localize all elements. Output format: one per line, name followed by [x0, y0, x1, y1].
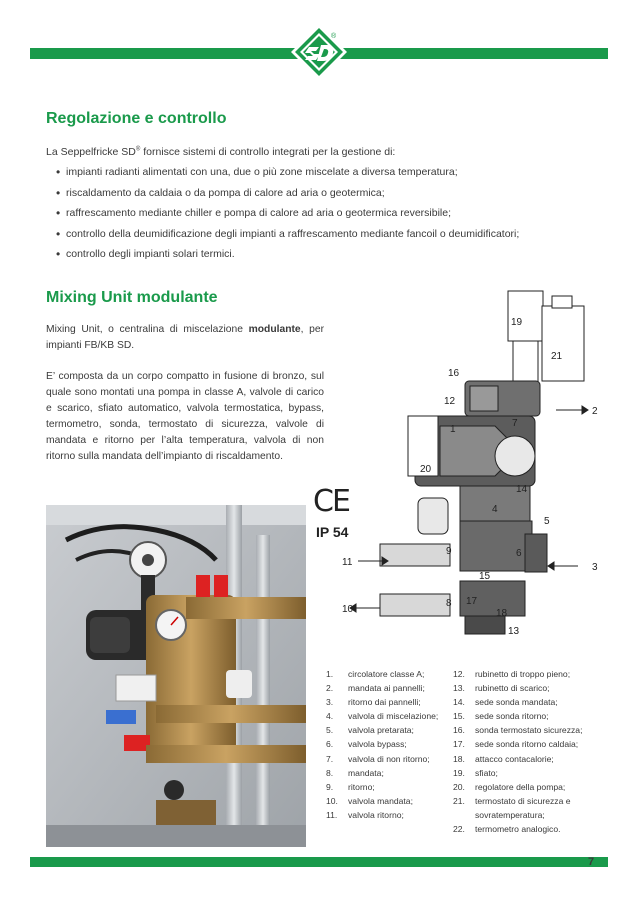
- diagram-thermometer-dial: [495, 436, 535, 476]
- legend-item: [453, 822, 582, 836]
- legend-text: mandata ai pannelli;: [348, 683, 425, 694]
- legend-item: [326, 737, 438, 751]
- legend-number: 6.: [326, 739, 334, 750]
- legend-number: 15.: [453, 711, 465, 722]
- legend-text: sfiato;: [475, 767, 498, 778]
- list-item: • riscaldamento da caldaia o da pompa di calore ad aria o geotermica;: [46, 183, 519, 204]
- legend-item: [326, 667, 438, 681]
- legend-text: termostato di sicurezza e sovratemperatura;: [475, 795, 571, 820]
- section-title-regolazione: Regolazione e controllo: [46, 110, 227, 127]
- legend-item: [326, 709, 438, 723]
- diagram-supply-valve: [380, 594, 450, 616]
- legend-text: rubinetto di troppo pieno;: [475, 669, 571, 679]
- diagram-return-valve: [380, 544, 450, 566]
- legend-item: [453, 723, 582, 737]
- legend-number: 11.: [326, 809, 338, 820]
- diagram-lower-body: [460, 521, 532, 571]
- mixing-unit-description: E’ composta da un corpo compatto in fusione di bronzo, sul quale sono montati una pompa in classe A, valvole di carico e scarico, sfiato automatico, valvola termostatica, bypass, termometro, sonda, termostato di sicurezza, valvole di mandata e ritorno per l’alta temperatura, valvola di non ritorno sulla mandata dell’impianto di riscaldamento.: [46, 371, 324, 462]
- diagram-label-10: 10: [342, 604, 354, 615]
- arrow-left-icon: [548, 562, 554, 570]
- legend-number: 21.: [453, 795, 465, 806]
- legend-number: 4.: [326, 711, 334, 722]
- arrow-right-icon: [582, 406, 588, 414]
- legend-text: circolatore classe A;: [348, 669, 425, 679]
- diagram-label-9: 9: [446, 546, 452, 557]
- diagram-label-6: 6: [516, 548, 522, 559]
- legend-number: 9.: [326, 781, 334, 792]
- p1-end: , per impianti FB/KB SD.: [46, 324, 325, 351]
- legend-number: 18.: [453, 753, 465, 764]
- diagram-thermostatic-head: [418, 498, 448, 534]
- legend-item: [453, 766, 582, 780]
- diagram-label-11: 11: [342, 557, 353, 568]
- legend-text: valvola di miscelazione;: [348, 711, 439, 722]
- diagram-label-17: 17: [466, 596, 478, 607]
- legend-number: 12.: [453, 669, 465, 679]
- legend-number: 10.: [326, 795, 338, 806]
- legend-text: termometro analogico.: [475, 824, 561, 835]
- mixing-unit-diagram: [320, 286, 620, 641]
- legend-item: [326, 794, 438, 808]
- legend-item: [453, 752, 582, 766]
- list-item: • raffrescamento mediante chiller e pompa di calore ad aria o geotermica reversibile;: [46, 203, 519, 224]
- intro-text-end: fornisce sistemi di controllo integrati per la gestione di:: [140, 146, 396, 158]
- diagram-label-13: 13: [508, 626, 520, 637]
- diagram-label-14: 14: [516, 484, 528, 495]
- legend-item: [453, 681, 582, 695]
- legend-text: rubinetto di scarico;: [475, 683, 550, 694]
- legend-text: regolatore della pompa;: [475, 781, 566, 792]
- legend-text: sonda termostato sicurezza;: [475, 725, 583, 736]
- diagram-bypass: [525, 534, 547, 572]
- registered-mark: ®: [331, 33, 337, 40]
- legend-left-column: [326, 667, 438, 822]
- diagram-top-valve: [470, 386, 498, 411]
- legend-number: 22.: [453, 824, 465, 835]
- diagram-label-18: 18: [496, 608, 508, 619]
- features-list: [46, 162, 519, 265]
- diagram-label-7: 7: [512, 418, 518, 429]
- legend-text: valvola di non ritorno;: [348, 753, 430, 764]
- legend-item: [453, 667, 582, 681]
- legend-item: [326, 695, 438, 709]
- mixing-unit-photo: [46, 505, 306, 847]
- legend-number: 1.: [326, 669, 334, 679]
- diagram-label-2: 2: [592, 406, 598, 417]
- legend-item: [326, 681, 438, 695]
- diagram-thermostat-body: [542, 306, 584, 381]
- page-number: 7: [588, 856, 595, 868]
- legend-item: [453, 737, 582, 751]
- diagram-label-8: 8: [446, 598, 452, 609]
- sd-logo-icon: [290, 23, 348, 81]
- legend-item: [453, 780, 582, 794]
- intro-registered: ®: [135, 146, 141, 153]
- p1-bold: modulante: [248, 324, 301, 335]
- legend-number: 13.: [453, 683, 465, 694]
- diagram-label-1: 1: [450, 424, 456, 435]
- legend-text: valvola bypass;: [348, 739, 407, 750]
- legend-item: [453, 695, 582, 709]
- legend-text: sede sonda ritorno caldaia;: [475, 739, 579, 750]
- legend-text: mandata;: [348, 767, 384, 778]
- diagram-thermostat-cap: [552, 296, 572, 308]
- legend-item: [326, 752, 438, 766]
- intro-text: [46, 146, 566, 158]
- list-item: • impianti radianti alimentati con una, due o più zone miscelate a diversa temperatura;: [46, 162, 519, 183]
- legend-item: [326, 808, 438, 822]
- section-title-mixing-unit: Mixing Unit modulante: [46, 289, 218, 306]
- mixing-unit-intro: [46, 322, 324, 354]
- diagram-label-12: 12: [444, 396, 456, 407]
- legend-item: [326, 780, 438, 794]
- legend-text: sede sonda mandata;: [475, 697, 558, 708]
- legend-number: 7.: [326, 753, 334, 764]
- legend-text: valvola pretarata;: [348, 725, 414, 736]
- footer-green-bar: [30, 857, 608, 867]
- legend-text: valvola mandata;: [348, 795, 413, 806]
- diagram-label-21: 21: [551, 351, 563, 362]
- intro-text-start: La Seppelfricke SD: [46, 146, 136, 158]
- legend-text: attacco contacalorie;: [475, 753, 554, 764]
- diagram-label-5: 5: [544, 516, 550, 527]
- legend-number: 2.: [326, 683, 334, 694]
- legend-number: 20.: [453, 781, 465, 792]
- legend-number: 5.: [326, 725, 334, 736]
- diagram-label-19: 19: [511, 317, 523, 328]
- legend-item: [326, 723, 438, 737]
- legend-number: 19.: [453, 767, 465, 778]
- legend-number: 8.: [326, 767, 334, 778]
- ip-rating: IP 54: [316, 524, 349, 540]
- legend-right-column: [453, 667, 582, 836]
- legend-item: [453, 794, 582, 822]
- legend-item: [453, 709, 582, 723]
- p1-start: Mixing Unit, o centralina di miscelazione: [46, 324, 249, 335]
- legend-text: valvola ritorno;: [348, 809, 404, 820]
- list-item: • controllo degli impianti solari termici.: [46, 244, 519, 265]
- diagram-sfiato-body: [508, 291, 543, 341]
- legend-text: ritorno dai pannelli;: [348, 697, 421, 708]
- diagram-label-3: 3: [592, 562, 598, 573]
- legend-number: 16.: [453, 725, 465, 736]
- diagram-label-16: 16: [448, 368, 460, 379]
- legend-text: sede sonda ritorno;: [475, 711, 549, 722]
- ce-mark: CE: [313, 484, 349, 519]
- diagram-label-4: 4: [492, 504, 498, 515]
- diagram-label-20: 20: [420, 464, 432, 475]
- legend-text: ritorno;: [348, 781, 375, 792]
- list-item: • controllo della deumidificazione degli impianti a raffrescamento mediante fancoil o deumidificatori;: [46, 224, 519, 245]
- legend-item: [326, 766, 438, 780]
- legend-number: 17.: [453, 739, 465, 750]
- legend-number: 3.: [326, 697, 334, 708]
- diagram-label-15: 15: [479, 571, 491, 582]
- diagram-sfiato-stem: [513, 341, 538, 386]
- legend-number: 14.: [453, 697, 465, 708]
